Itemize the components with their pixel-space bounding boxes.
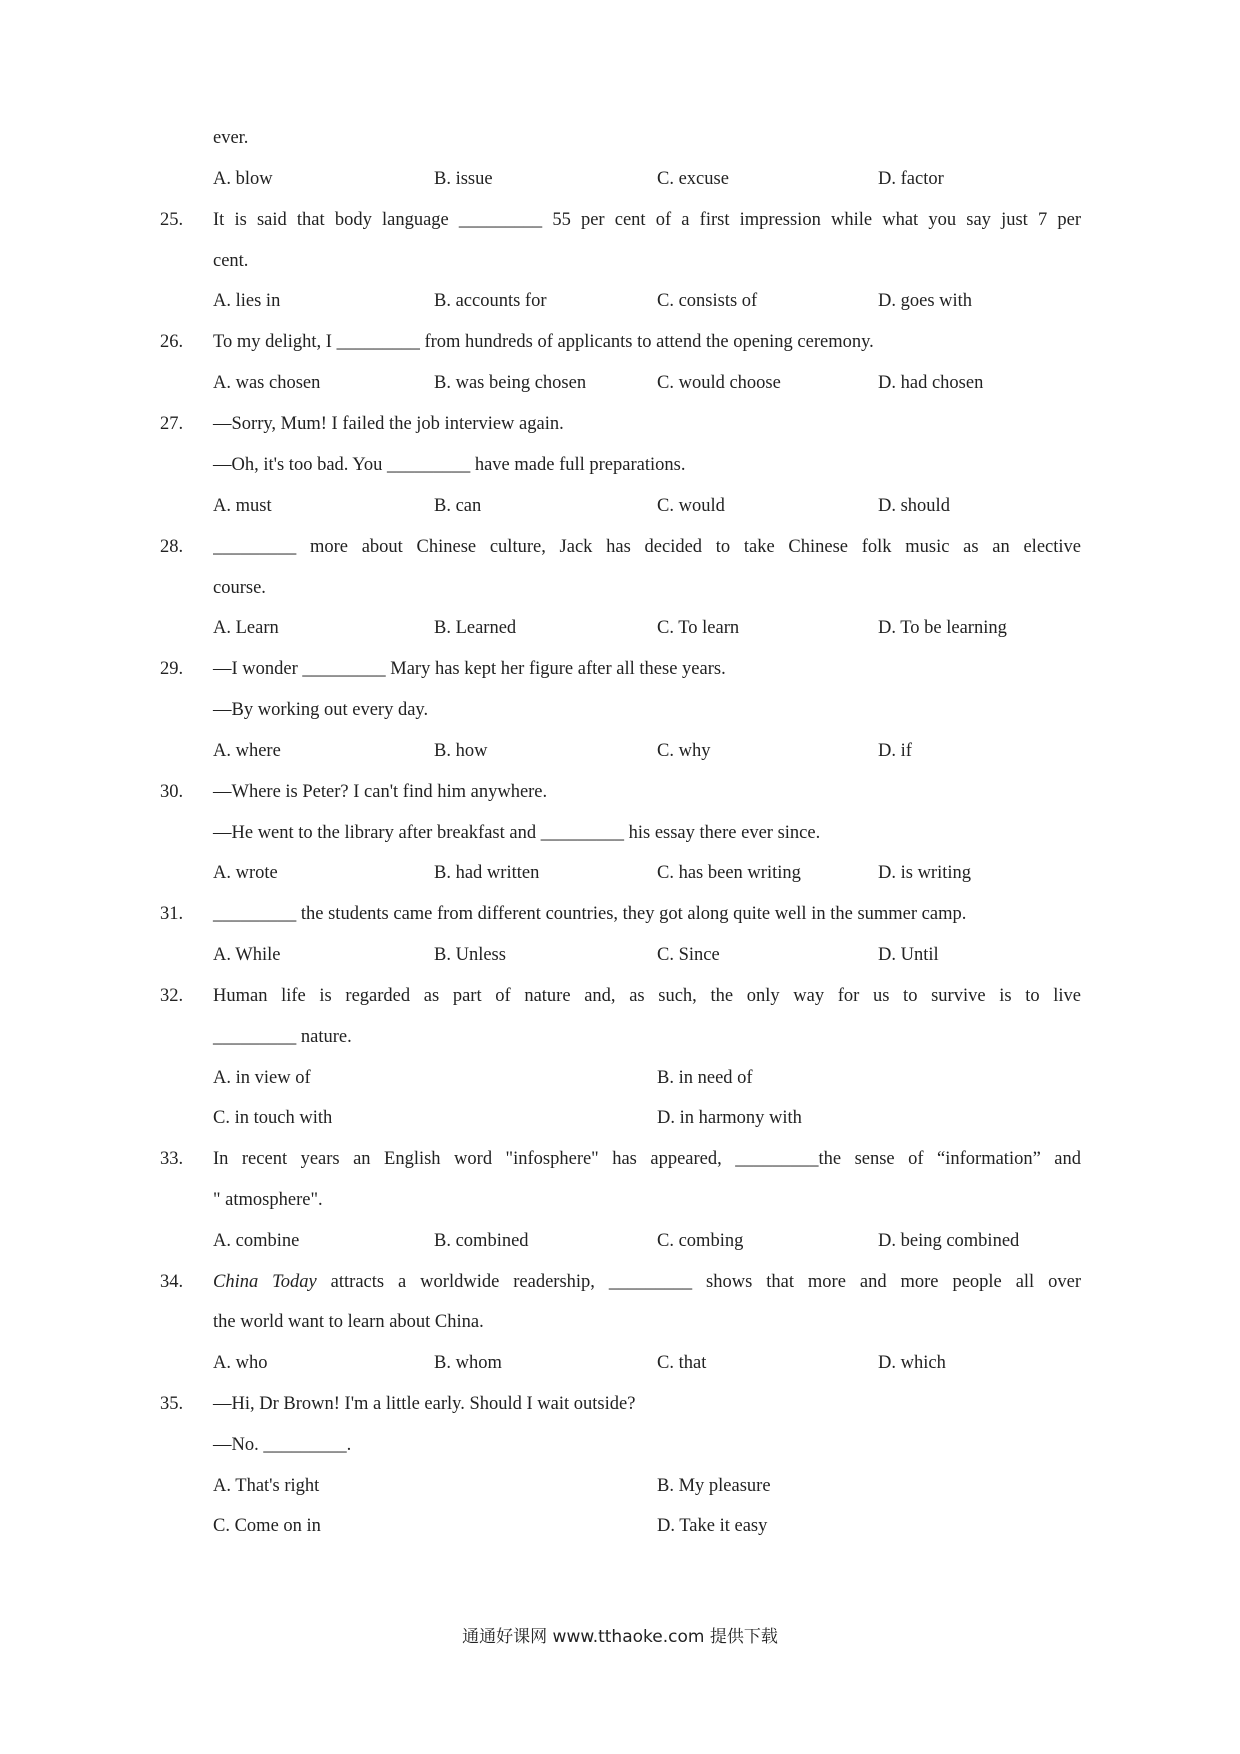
option-d: D. being combined	[878, 1231, 1020, 1251]
option-a: A. who	[213, 1353, 268, 1373]
option-a: A. wrote	[213, 863, 278, 883]
option-b: B. Learned	[434, 618, 517, 638]
question-text-cont: course.	[213, 578, 266, 598]
question-text: —Hi, Dr Brown! I'm a little early. Should I wait outside?	[213, 1394, 636, 1414]
question-text: It is said that body language _________ 55 per cent of a first impression while what you say just 7 per	[213, 210, 1081, 230]
question-number: 35.	[160, 1394, 184, 1414]
option-b: B. accounts for	[434, 291, 547, 311]
option-c: C. would choose	[657, 373, 781, 393]
q24-option-d: D. factor	[878, 169, 944, 189]
option-a: A. must	[213, 496, 272, 516]
option-c: C. consists of	[657, 291, 758, 311]
question-text: In recent years an English word "infosphere" has appeared, _________the sense of “information” and	[213, 1149, 1081, 1169]
question-text: —Sorry, Mum! I failed the job interview again.	[213, 414, 564, 434]
question-number: 32.	[160, 986, 184, 1006]
question-text-body: attracts a worldwide readership, _________ shows that more and more people all over	[316, 1272, 1081, 1292]
question-text: To my delight, I _________ from hundreds of applicants to attend the opening ceremony.	[213, 332, 874, 352]
question-text	[213, 1270, 1081, 1294]
question-text: —I wonder _________ Mary has kept her figure after all these years.	[213, 659, 726, 679]
option-c: C. combing	[657, 1231, 744, 1251]
question-number: 31.	[160, 904, 184, 924]
option-c: C. Come on in	[213, 1516, 321, 1536]
option-c: C. To learn	[657, 618, 740, 638]
question-text: Human life is regarded as part of nature and, as such, the only way for us to survive is to live	[213, 986, 1081, 1006]
question-text: _________ more about Chinese culture, Jack has decided to take Chinese folk music as an elective	[213, 537, 1081, 557]
q24-option-b: B. issue	[434, 169, 493, 189]
option-d: D. Take it easy	[657, 1516, 768, 1536]
option-b: B. can	[434, 496, 482, 516]
option-c: C. has been writing	[657, 863, 801, 883]
question-number: 28.	[160, 537, 184, 557]
option-b: B. combined	[434, 1231, 529, 1251]
option-c: C. would	[657, 496, 725, 516]
question-number: 26.	[160, 332, 184, 352]
option-d: D. Until	[878, 945, 939, 965]
q24-option-a: A. blow	[213, 169, 273, 189]
option-b: B. had written	[434, 863, 540, 883]
option-d: D. if	[878, 741, 912, 761]
question-text-cont: —By working out every day.	[213, 700, 429, 720]
option-b: B. in need of	[657, 1068, 753, 1088]
option-c: C. in touch with	[213, 1108, 333, 1128]
question-text-cont: cent.	[213, 251, 249, 271]
option-a: A. Learn	[213, 618, 279, 638]
option-c: C. Since	[657, 945, 720, 965]
option-b: B. My pleasure	[657, 1476, 771, 1496]
question-text-cont: —He went to the library after breakfast and _________ his essay there ever since.	[213, 823, 821, 843]
q24-option-c: C. excuse	[657, 169, 729, 189]
option-a: A. was chosen	[213, 373, 321, 393]
option-d: D. goes with	[878, 291, 973, 311]
question-number: 34.	[160, 1272, 184, 1292]
option-a: A. lies in	[213, 291, 281, 311]
option-d: D. in harmony with	[657, 1108, 802, 1128]
option-c: C. why	[657, 741, 711, 761]
lead-fragment: ever.	[213, 128, 249, 148]
option-d: D. had chosen	[878, 373, 984, 393]
question-text-cont: " atmosphere".	[213, 1190, 323, 1210]
option-a: A. While	[213, 945, 281, 965]
question-number: 29.	[160, 659, 184, 679]
publication-title: China Today	[213, 1272, 317, 1292]
option-d: D. should	[878, 496, 950, 516]
question-text: _________ the students came from different countries, they got along quite well in the summer camp.	[213, 904, 967, 924]
option-d: D. To be learning	[878, 618, 1007, 638]
question-number: 30.	[160, 782, 184, 802]
question-text-cont: the world want to learn about China.	[213, 1312, 484, 1332]
question-text-cont: _________ nature.	[213, 1027, 352, 1047]
option-a: A. combine	[213, 1231, 300, 1251]
question-number: 27.	[160, 414, 184, 434]
option-d: D. which	[878, 1353, 946, 1373]
option-d: D. is writing	[878, 863, 972, 883]
page-footer: 通通好课网 www.tthaoke.com 提供下载	[462, 1627, 778, 1647]
option-b: B. Unless	[434, 945, 506, 965]
option-b: B. how	[434, 741, 488, 761]
option-b: B. was being chosen	[434, 373, 587, 393]
question-text-cont: —Oh, it's too bad. You _________ have made full preparations.	[213, 455, 686, 475]
question-number: 33.	[160, 1149, 184, 1169]
option-a: A. That's right	[213, 1476, 320, 1496]
question-text-cont: —No. _________.	[213, 1435, 352, 1455]
question-text: —Where is Peter? I can't find him anywhere.	[213, 782, 548, 802]
option-a: A. where	[213, 741, 281, 761]
option-c: C. that	[657, 1353, 707, 1373]
option-b: B. whom	[434, 1353, 502, 1373]
question-number: 25.	[160, 210, 184, 230]
option-a: A. in view of	[213, 1068, 311, 1088]
